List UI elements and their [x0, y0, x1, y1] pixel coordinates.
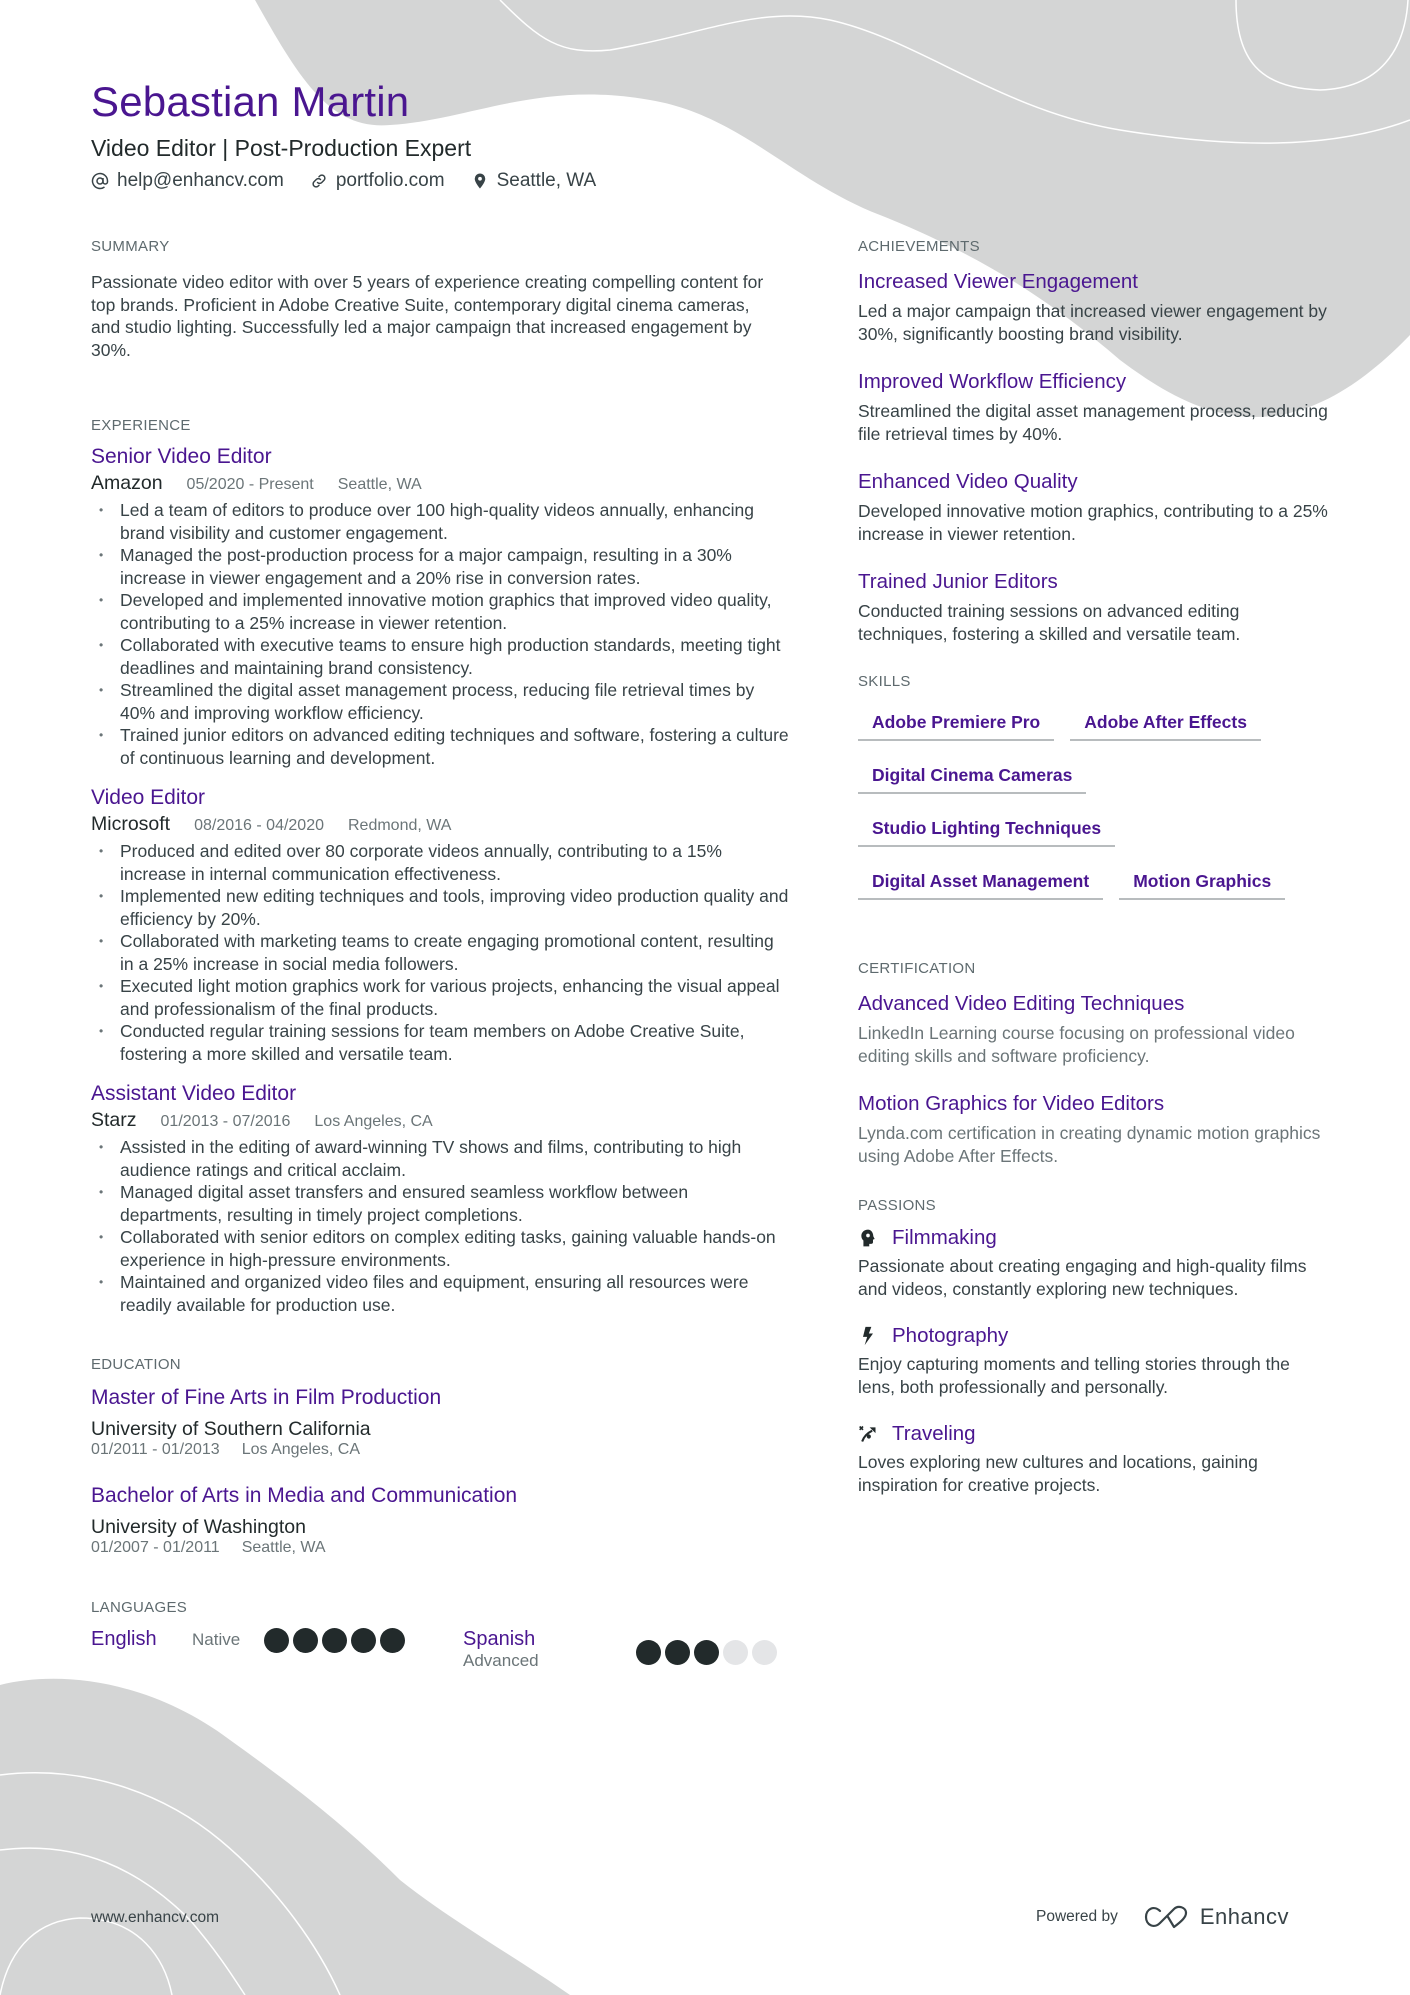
skill-tag: Motion Graphics [1119, 871, 1285, 900]
achievement-title: Improved Workflow Efficiency [858, 370, 1127, 393]
rating-dot-filled [322, 1628, 347, 1653]
section-title-experience: EXPERIENCE [91, 417, 191, 434]
summary-text: Passionate video editor with over 5 years of experience creating compelling content for top brands. Proficient in Adobe Creative Suite, contemporary digital cinema cameras, and studio lighting. Successfully led a major campaign that increased engagement by 30%. [91, 272, 764, 360]
contact-email-text: help@enhancv.com [117, 170, 284, 191]
contact-email[interactable] [91, 170, 284, 192]
job-bullet: • Streamlined the digital asset management process, reducing file retrieval times by 40% and improving workflow efficiency. [91, 679, 791, 724]
right-column [858, 238, 1328, 1520]
achievement-entry [858, 569, 1328, 645]
education-entry [91, 1483, 791, 1557]
job-meta [91, 813, 791, 836]
achievement-entry [858, 369, 1328, 445]
rating-dot-empty [752, 1640, 777, 1665]
job-bullet: • Executed light motion graphics work for various projects, enhancing the visual appeal and professionalism of the final products. [91, 975, 791, 1020]
job-bullet: • Maintained and organized video files and equipment, ensuring all resources were readily available for production use. [91, 1271, 791, 1316]
certification-desc: Lynda.com certification in creating dynamic motion graphics using Adobe After Effects. [858, 1123, 1321, 1166]
job-company: Microsoft [91, 813, 171, 835]
language-name: Spanish [463, 1628, 536, 1650]
lightning-bolt-icon [858, 1326, 878, 1346]
achievement-desc: Streamlined the digital asset management process, reducing file retrieval times by 40%. [858, 401, 1328, 444]
language-level: Native [192, 1630, 241, 1649]
job-bullets [91, 1136, 791, 1316]
powered-by-label: Powered by [1036, 1908, 1118, 1925]
brand-logo [1144, 1904, 1289, 1930]
job-bullet: • Collaborated with executive teams to ensure high production standards, meeting tight deadlines and maintaining brand consistency. [91, 634, 791, 679]
education-location: Seattle, WA [241, 1539, 326, 1556]
job-bullet: • Assisted in the editing of award-winning TV shows and films, contributing to high audience ratings and critical acclaim. [91, 1136, 791, 1181]
at-icon [91, 172, 109, 190]
experience-section [91, 417, 791, 1316]
job-bullet: • Led a team of editors to produce over 100 high-quality videos annually, enhancing brand visibility and customer engagement. [91, 499, 791, 544]
achievement-title: Enhanced Video Quality [858, 470, 1078, 493]
achievement-entry [858, 269, 1328, 345]
languages-list [91, 1628, 791, 1671]
language-entry [91, 1628, 463, 1653]
passion-entry [858, 1226, 1328, 1300]
head-brain-icon [858, 1228, 878, 1248]
job-bullet: • Managed digital asset transfers and ensured seamless workflow between departments, resulting in timely project completions. [91, 1181, 791, 1226]
language-level: Advanced [463, 1651, 539, 1670]
passion-title: Photography [892, 1324, 1009, 1347]
passion-header [858, 1422, 1328, 1446]
contact-location [471, 170, 597, 192]
certification-desc: LinkedIn Learning course focusing on professional video editing skills and software proficiency. [858, 1023, 1295, 1066]
job-bullet: • Collaborated with marketing teams to create engaging promotional content, resulting in a 25% increase in social media followers. [91, 930, 791, 975]
rating-dot-filled [636, 1640, 661, 1665]
skill-tag: Adobe Premiere Pro [858, 712, 1054, 741]
section-title-education: EDUCATION [91, 1356, 181, 1373]
job-entry [91, 444, 791, 769]
certification-title: Motion Graphics for Video Editors [858, 1092, 1165, 1115]
passion-title: Traveling [892, 1422, 976, 1445]
passion-header [858, 1226, 1328, 1250]
candidate-headline: Video Editor | Post-Production Expert [91, 135, 472, 161]
job-bullet: • Conducted regular training sessions for team members on Adobe Creative Suite, fostering a more skilled and versatile team. [91, 1020, 791, 1065]
job-meta [91, 472, 791, 495]
summary-section [91, 238, 791, 361]
achievement-title: Trained Junior Editors [858, 570, 1058, 593]
education-entry [91, 1385, 791, 1459]
section-title-passions: PASSIONS [858, 1197, 936, 1214]
job-bullet: • Produced and edited over 80 corporate videos annually, contributing to a 15% increase in internal communication effectiveness. [91, 840, 791, 885]
link-icon [310, 172, 328, 190]
contact-portfolio[interactable] [310, 170, 445, 192]
job-meta [91, 1109, 791, 1132]
language-rating [264, 1628, 405, 1653]
language-name: English [91, 1628, 157, 1650]
education-degree: Master of Fine Arts in Film Production [91, 1386, 442, 1409]
education-location: Los Angeles, CA [241, 1441, 360, 1458]
education-meta [91, 1539, 791, 1557]
skills-list [858, 712, 1338, 900]
certification-entry [858, 991, 1328, 1067]
job-entry [91, 785, 791, 1065]
rating-dot-filled [351, 1628, 376, 1653]
passion-desc: Passionate about creating engaging and high-quality films and videos, constantly exploring new techniques. [858, 1256, 1307, 1299]
job-bullet: • Trained junior editors on advanced editing techniques and software, fostering a culture of continuous learning and development. [91, 724, 791, 769]
section-title-skills: SKILLS [858, 673, 911, 690]
candidate-name: Sebastian Martin [91, 78, 410, 125]
job-company: Starz [91, 1109, 137, 1131]
section-title-certification: CERTIFICATION [858, 960, 976, 977]
passion-title: Filmmaking [892, 1226, 997, 1249]
education-school: University of Washington [91, 1516, 306, 1538]
section-title-summary: SUMMARY [91, 238, 170, 255]
achievement-title: Increased Viewer Engagement [858, 270, 1138, 293]
languages-section [91, 1599, 791, 1671]
skill-tag: Adobe After Effects [1070, 712, 1261, 741]
language-rating [636, 1640, 777, 1665]
education-section [91, 1356, 791, 1557]
left-column [91, 238, 791, 1671]
achievement-desc: Led a major campaign that increased viewer engagement by 30%, significantly boosting brand visibility. [858, 301, 1327, 344]
footer-url-link[interactable]: www.enhancv.com [91, 1909, 220, 1926]
job-title: Video Editor [91, 786, 206, 809]
job-bullets [91, 840, 791, 1065]
language-label-group [463, 1628, 636, 1671]
certification-title: Advanced Video Editing Techniques [858, 992, 1185, 1015]
job-bullet: • Developed and implemented innovative motion graphics that improved video quality, contributing to a 25% increase in viewer retention. [91, 589, 791, 634]
certification-section [858, 960, 1328, 1167]
achievement-entry [858, 469, 1328, 545]
job-bullets [91, 499, 791, 769]
job-bullet: • Implemented new editing techniques and tools, improving video production quality and efficiency by 20%. [91, 885, 791, 930]
passion-header [858, 1324, 1328, 1348]
powered-by[interactable] [1036, 1904, 1289, 1930]
passions-section [858, 1197, 1328, 1496]
rating-dot-filled [264, 1628, 289, 1653]
education-school: University of Southern California [91, 1418, 371, 1440]
job-dates: 08/2016 - 04/2020 [194, 817, 324, 834]
job-bullet: • Managed the post-production process for a major campaign, resulting in a 30% increase in viewer engagement and a 20% rise in conversion rates. [91, 544, 791, 589]
rating-dot-filled [380, 1628, 405, 1653]
skill-tag: Studio Lighting Techniques [858, 818, 1115, 847]
contact-bar [91, 170, 596, 192]
achievement-desc: Developed innovative motion graphics, contributing to a 25% increase in viewer retention. [858, 501, 1328, 544]
rating-dot-empty [723, 1640, 748, 1665]
rating-dot-filled [665, 1640, 690, 1665]
rating-dot-filled [293, 1628, 318, 1653]
education-degree: Bachelor of Arts in Media and Communication [91, 1484, 518, 1507]
achievement-desc: Conducted training sessions on advanced editing techniques, fostering a skilled and versatile team. [858, 601, 1241, 644]
passion-entry [858, 1422, 1328, 1496]
education-dates: 01/2007 - 01/2011 [91, 1539, 220, 1556]
contact-location-text: Seattle, WA [496, 170, 597, 191]
education-dates: 01/2011 - 01/2013 [91, 1441, 220, 1458]
passion-desc: Loves exploring new cultures and locations, gaining inspiration for creative projects. [858, 1452, 1258, 1495]
education-meta [91, 1441, 791, 1459]
job-location: Los Angeles, CA [314, 1113, 433, 1130]
passion-desc: Enjoy capturing moments and telling stories through the lens, both professionally and personally. [858, 1354, 1290, 1397]
section-title-achievements: ACHIEVEMENTS [858, 238, 980, 255]
section-title-languages: LANGUAGES [91, 1599, 188, 1616]
contact-portfolio-text: portfolio.com [335, 170, 445, 191]
job-company: Amazon [91, 472, 163, 494]
brand-name: Enhancv [1199, 1904, 1289, 1929]
rating-dot-filled [694, 1640, 719, 1665]
job-entry [91, 1081, 791, 1316]
job-location: Seattle, WA [337, 476, 422, 493]
enhancv-logo-icon [1144, 1905, 1190, 1929]
job-dates: 01/2013 - 07/2016 [160, 1113, 291, 1130]
job-title: Assistant Video Editor [91, 1082, 297, 1105]
job-title: Senior Video Editor [91, 445, 272, 468]
achievements-section [858, 238, 1328, 645]
certification-entry [858, 1091, 1328, 1167]
route-icon [858, 1424, 878, 1444]
language-entry [463, 1628, 777, 1671]
skill-tag: Digital Cinema Cameras [858, 765, 1086, 794]
job-bullet: • Collaborated with senior editors on complex editing tasks, gaining valuable hands-on experience in high-pressure environments. [91, 1226, 791, 1271]
skill-tag: Digital Asset Management [858, 871, 1103, 900]
job-location: Redmond, WA [348, 817, 452, 834]
location-pin-icon [471, 172, 489, 190]
passion-entry [858, 1324, 1328, 1398]
job-dates: 05/2020 - Present [186, 476, 314, 493]
skills-section [858, 673, 1328, 900]
